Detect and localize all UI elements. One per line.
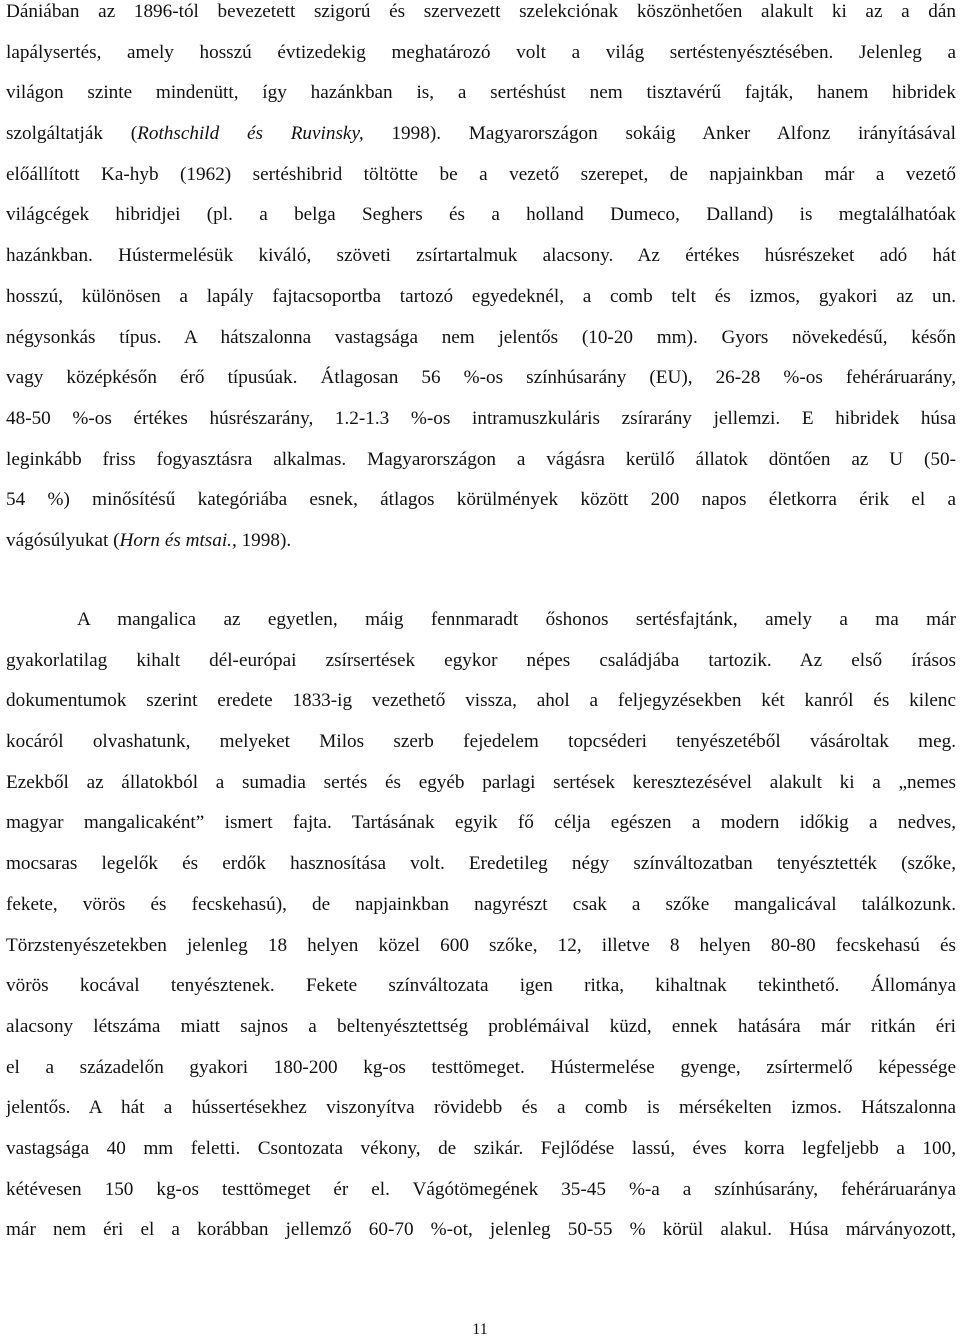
citation-authors: Horn és mtsai., [119,529,237,551]
text-line: világon szinte mindenütt, így hazánkban is, a sertéshúst nem tisztavérű fajták, hanem hibridek [6,82,956,104]
text-line: hosszú, különösen a lapály fajtacsoportba tartozó egyedeknél, a comb telt és izmos, gyakori az un. [6,285,956,307]
text-line: el a századelőn gyakori 180-200 kg-os testtömeget. Hústermelése gyenge, zsírtermelő képessége [6,1056,956,1078]
text-line: gyakorlatilag kihalt dél-európai zsírsertések egykor népes családjába tartozik. Az első írásos [6,649,956,671]
text-line: jelentős. A hát a hússertésekhez viszonyítva rövidebb és a comb is mérsékelten izmos. Hátszalonna [6,1097,956,1119]
text-line: kocáról olvashatunk, melyeket Milos szerb fejedelem topcséderi tenyészetéből vásároltak meg. [6,731,956,753]
text-line: lapálysertés, amely hosszú évtizedekig meghatározó volt a világ sertéstenyésztésében. Jelenleg a [6,41,956,63]
citation-authors: Rothschild és Ruvinsky, [137,123,364,145]
text-line: A mangalica az egyetlen, máig fennmaradt őshonos sertésfajtánk, amely a ma már [77,609,956,630]
text-line: 54 %) minősítésű kategóriába esnek, átlagos körülmények között 200 napos életkorra érik el a [6,489,956,511]
text-line [6,521,956,562]
text-segment: vágósúlyukat ( [6,529,120,551]
text-line: vastagsága 40 mm feletti. Csontozata vékony, de szikár. Fejlődése lassú, éves korra legfeljebb a 100, [6,1137,956,1159]
paragraph-mangalica [6,600,956,1251]
text-line: leginkább friss fogyasztásra alkalmas. Magyarországon a vágásra kerülő állatok döntően az U (50- [6,448,956,470]
text-line: 48-50 %-os értékes húsrészarány, 1.2-1.3 %-os intramuszkuláris zsírarány jellemzi. E hibridek húsa [6,407,956,429]
page-number: 11 [472,1321,488,1338]
text-line: Törzstenyészetekben jelenleg 18 helyen közel 600 szőke, 12, illetve 8 helyen 80-80 fecskehasú és [6,934,956,956]
text-line: Ezekből az állatokból a sumadia sertés és egyéb parlagi sertések keresztezésével alakult ki a „nemes [6,771,956,793]
text-line: alacsony létszáma miatt sajnos a beltenyésztettség problémáival küzd, ennek hatására már ritkán éri [6,1015,956,1037]
text-segment: szolgáltatják ( [6,123,138,145]
paragraph-danish-landrace [6,0,956,562]
text-line: kétévesen 150 kg-os testtömeget ér el. Vágótömegének 35-45 %-a a színhúsarány, fehéráruaránya [6,1178,956,1200]
text-segment: 1998). [236,529,292,551]
text-line: vagy középkésőn érő típusúak. Átlagosan 56 %-os színhúsarány (EU), 26-28 %-os fehéráruarány, [6,367,956,389]
text-line: előállított Ka-hyb (1962) sertéshibrid töltötte be a vezető szerepet, de napjainkban már a vezető [6,163,956,185]
text-line: mocsaras legelők és erdők hasznosítása volt. Eredetileg négy színváltozatban tenyésztették (szőke, [6,853,956,875]
text-segment: 1998). Magyarországon sokáig Anker Alfonz irányításával [363,123,956,145]
text-line: már nem éri el a korábban jellemző 60-70 %-ot, jelenleg 50-55 % körül alakul. Húsa márványozott, [6,1219,956,1241]
text-line [6,114,956,155]
text-line: négysonkás típus. A hátszalonna vastagsága nem jelentős (10-20 mm). Gyors növekedésű, későn [6,326,956,348]
text-line: magyar mangalicaként” ismert fajta. Tartásának egyik fő célja egészen a modern időkig a nedves, [6,812,956,834]
text-line: dokumentumok szerint eredete 1833-ig vezethető vissza, ahol a feljegyzésekben két kanról és kilenc [6,690,956,712]
text-line: Dániában az 1896-tól bevezetett szigorú és szervezett szelekciónak köszönhetően alakult ki az a dán [6,1,956,22]
text-line: világcégek hibridjei (pl. a belga Seghers és a holland Dumeco, Dalland) is megtalálhatóak [6,204,956,226]
text-line: hazánkban. Hústermelésük kiváló, szöveti zsírtartalmuk alacsony. Az értékes húsrészeket adó hát [6,245,956,267]
text-line: fekete, vörös és fecskehasú), de napjainkban nagyrészt csak a szőke mangalicával találkozunk. [6,893,956,915]
text-line: vörös kocával tenyésztenek. Fekete színváltozata igen ritka, kihaltnak tekinthető. Állománya [6,975,956,997]
